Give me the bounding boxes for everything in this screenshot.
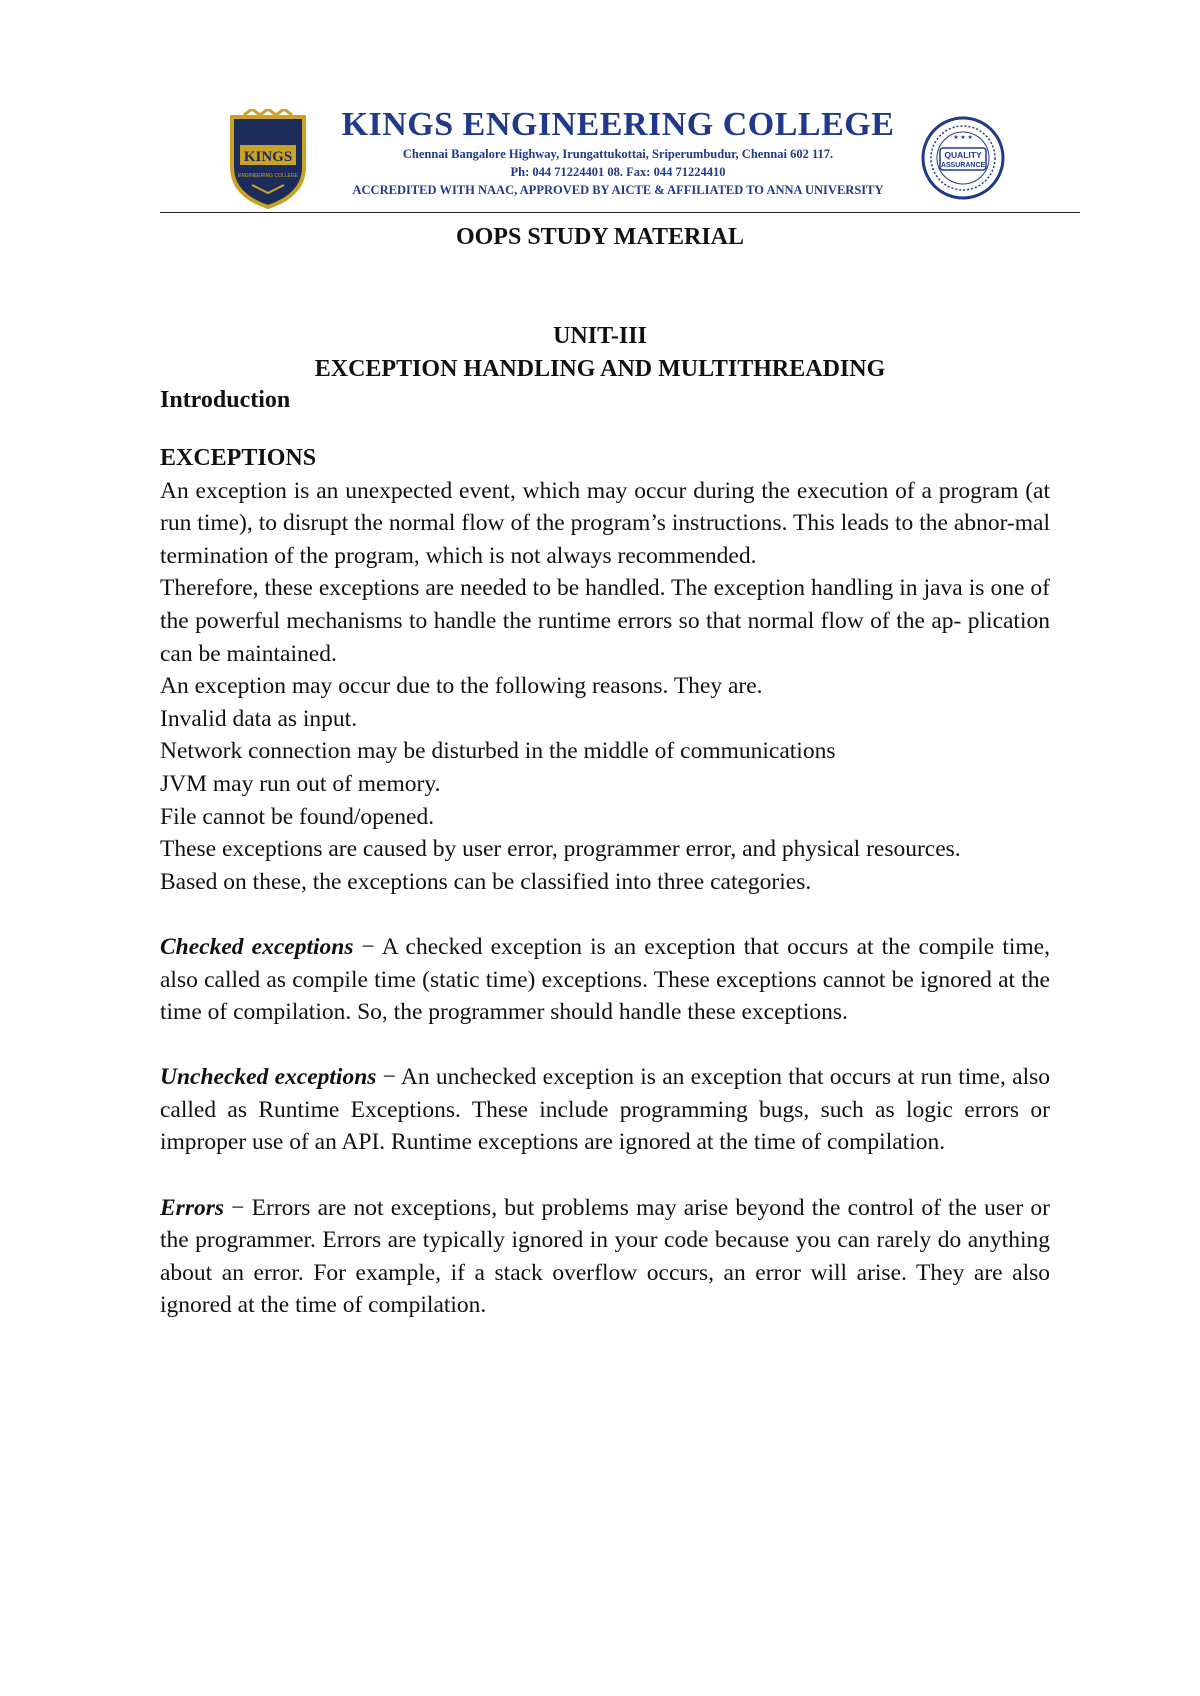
college-crest-logo (222, 109, 314, 209)
paragraph-reasons-intro: An exception may occur due to the following reasons. They are. (160, 673, 763, 700)
header-divider (160, 212, 1080, 213)
errors-description: − Errors are not exceptions, but problems may arise beyond the control of the user or the programmer. Errors are typically ignored in your code because you can rarely do anything about an error. For example, if a stack overflow occurs, an error will arise. They are also ignored at the time of compilation. (160, 1194, 1050, 1319)
unit-label: UNIT-III (553, 323, 647, 349)
term-unchecked: Unchecked exceptions (160, 1064, 377, 1091)
quality-assurance-seal (920, 115, 1006, 201)
term-checked: Checked exceptions (160, 933, 354, 960)
reason-item: Network connection may be disturbed in the middle of communications (160, 738, 836, 765)
college-phone: Ph: 044 71224401 08. Fax: 044 71224410 (510, 165, 726, 179)
paragraph-errors (160, 1192, 1050, 1322)
crest-subtext: ENGINEERING COLLEGE (237, 173, 299, 179)
college-accreditation: ACCREDITED WITH NAAC, APPROVED BY AICTE & AFFILIATED TO ANNA UNIVERSITY (352, 183, 884, 197)
paragraph-checked (160, 931, 1050, 1029)
paragraph-causes: These exceptions are caused by user error, programmer error, and physical resources. (160, 836, 961, 863)
checked-description: − A checked exception is an exception that occurs at the compile time, also called as compile time (static time) exceptions. These exceptions cannot be ignored at the time of compilation. So, the programmer should handle these exceptions. (160, 933, 1050, 1026)
crest-text: KINGS (243, 149, 293, 165)
letterhead (160, 105, 1080, 217)
college-name: KINGS ENGINEERING COLLEGE (341, 106, 895, 143)
document-title: OOPS STUDY MATERIAL (455, 224, 745, 250)
seal-star-icon: ★ ★ ★ (953, 135, 973, 141)
section-heading-exceptions: EXCEPTIONS (160, 445, 317, 471)
unit-title: EXCEPTION HANDLING AND MULTITHREADING (314, 356, 886, 382)
term-errors: Errors (160, 1194, 225, 1221)
unchecked-description: − An unchecked exception is an exception that occurs at run time, also called as Runtime Exceptions. These include programming bugs, such as logic errors or improper use of an API. Runtime exceptions are ignored at the time of compilation. (160, 1064, 1050, 1156)
body-content (160, 442, 1050, 1322)
reason-item: JVM may run out of memory. (160, 770, 441, 797)
seal-text-1: QUALITY (944, 150, 982, 160)
reason-item: Invalid data as input. (160, 705, 358, 732)
intro-heading: Introduction (160, 387, 291, 413)
paragraph-handling: Therefore, these exceptions are needed to be handled. The exception handling in java is one of the powerful mechanisms to handle the runtime errors so that normal flow of the ap- plication can be maintained. (160, 575, 1050, 667)
seal-text-2: ASSURANCE (940, 162, 986, 169)
paragraph-definition: An exception is an unexpected event, which may occur during the execution of a program (at run time), to disrupt the normal flow of the program’s instructions. This leads to the abnor-mal termination of the program, which is not always recommended. (160, 477, 1050, 569)
reason-item: File cannot be found/opened. (160, 803, 435, 830)
paragraph-unchecked (160, 1061, 1050, 1159)
paragraph-classification: Based on these, the exceptions can be classified into three categories. (160, 868, 812, 895)
college-address: Chennai Bangalore Highway, Irungattukottai, Sriperumbudur, Chennai 602 117. (402, 147, 834, 161)
college-info (318, 105, 918, 199)
